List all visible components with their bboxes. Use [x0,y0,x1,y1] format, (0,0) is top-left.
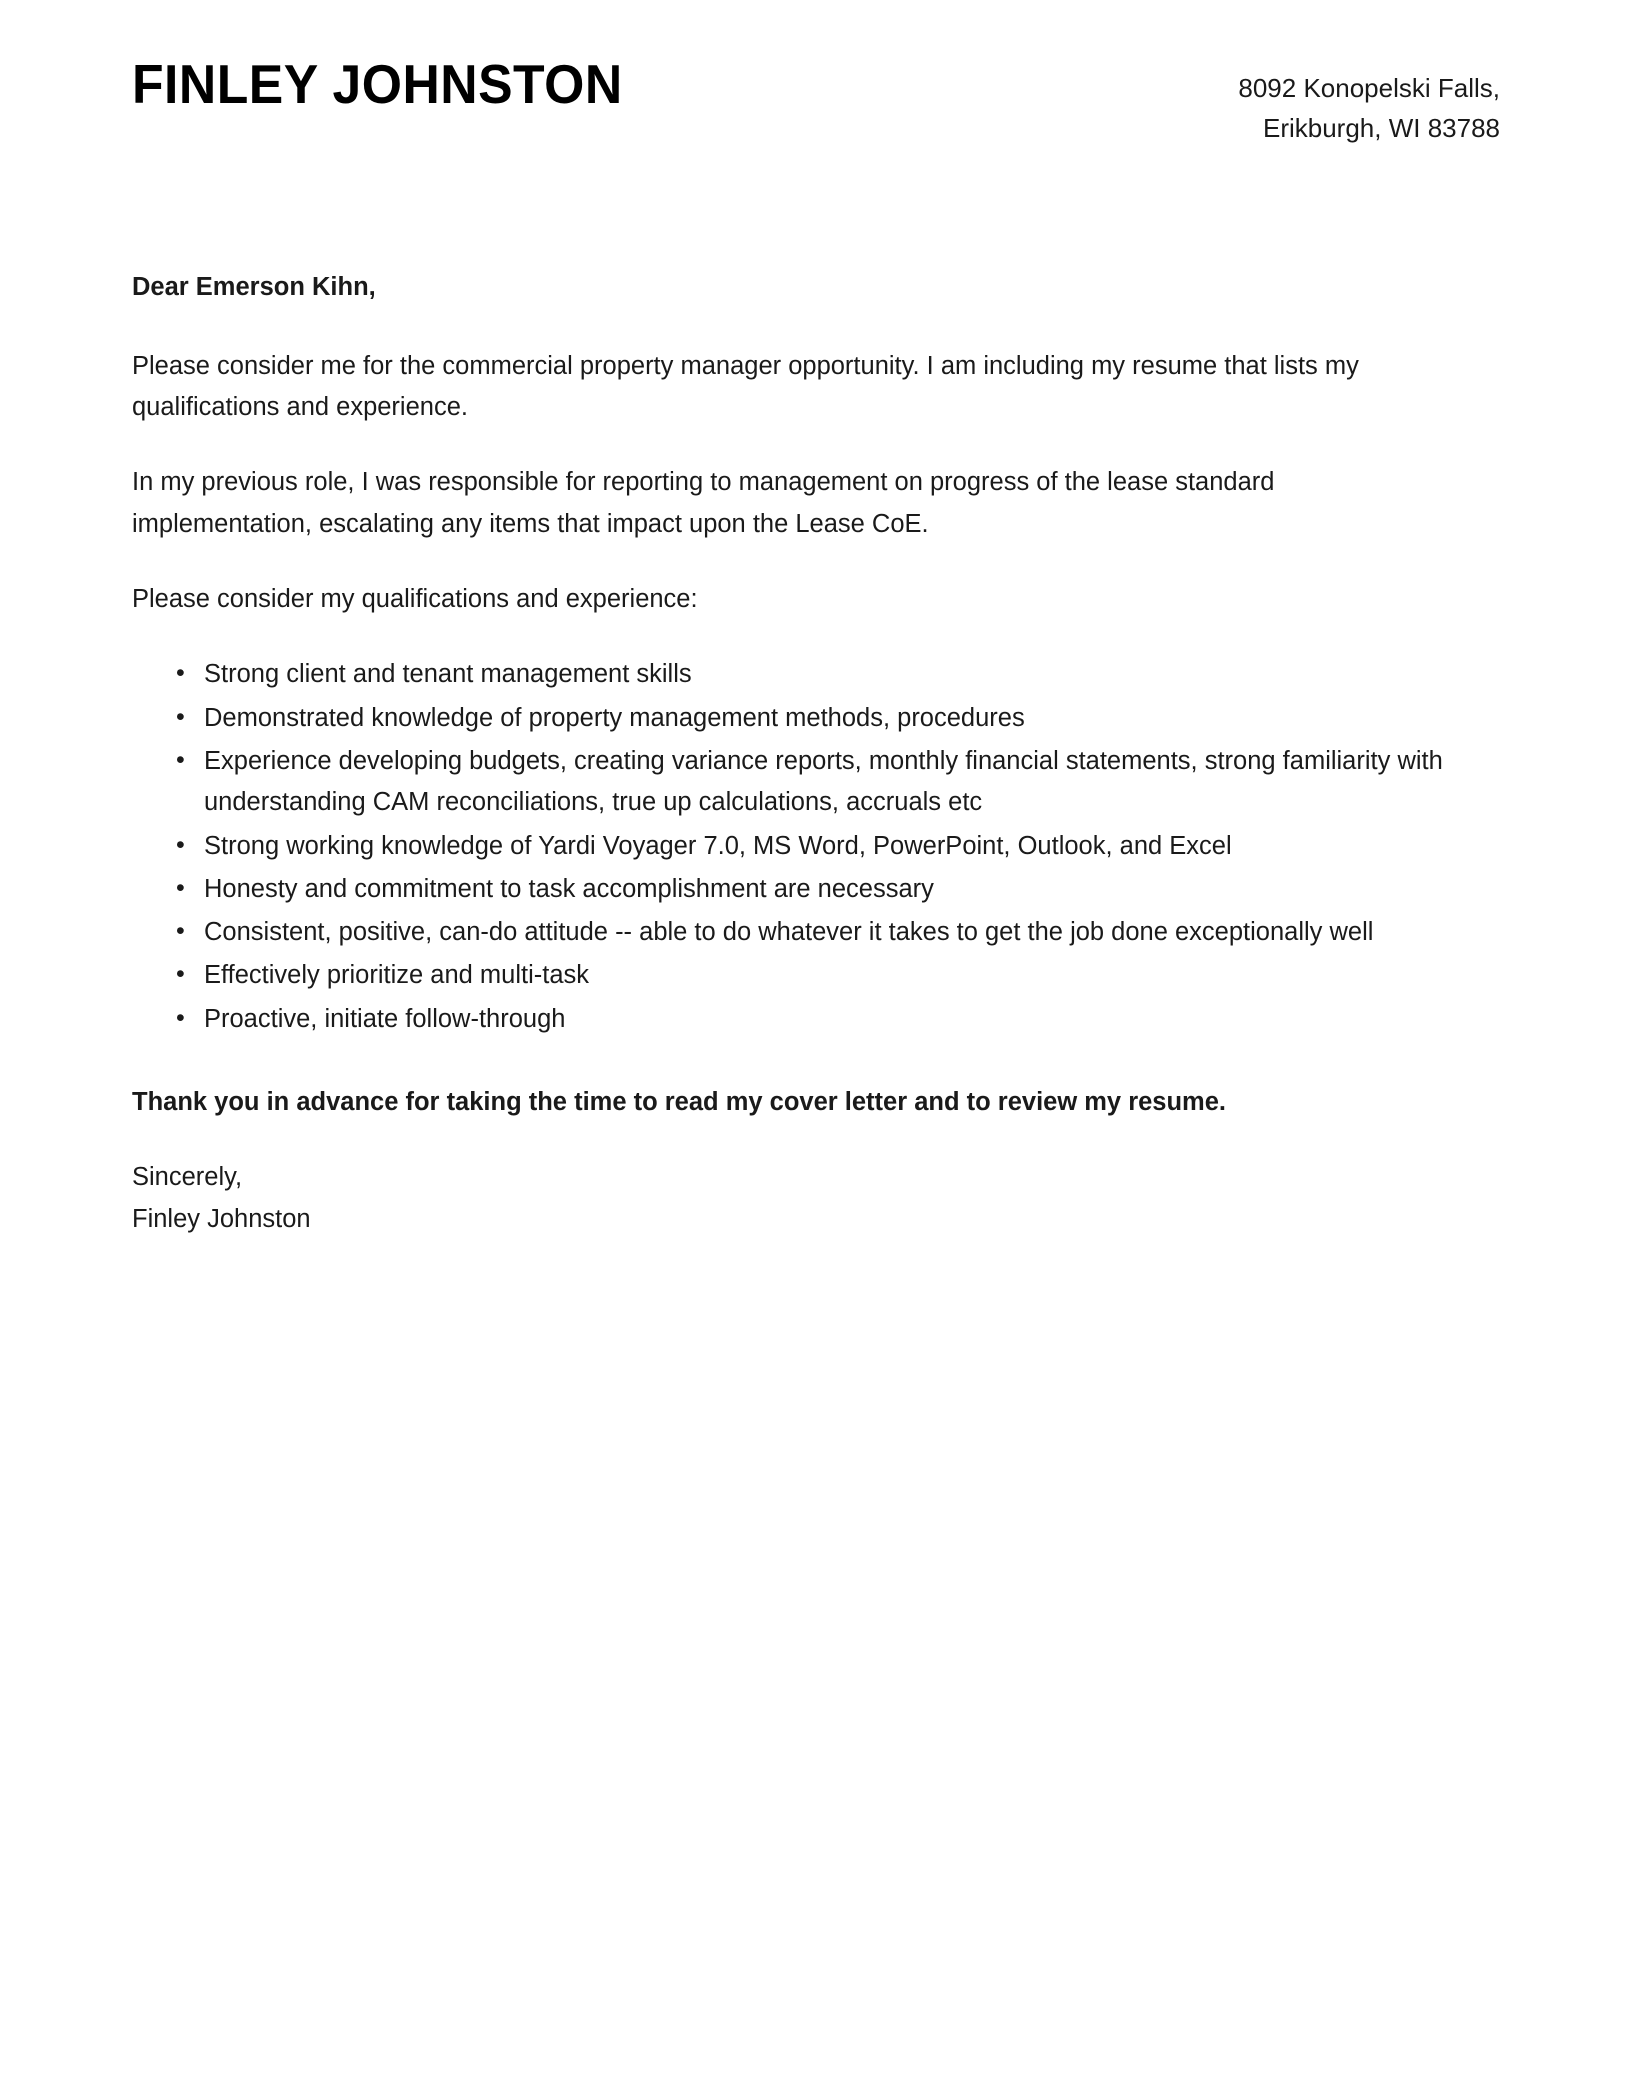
address-line-2: Erikburgh, WI 83788 [1262,113,1500,144]
list-item: • Demonstrated knowledge of property management methods, procedures [172,698,1457,739]
signature-block [132,1157,1457,1240]
signature-name: Finley Johnston [132,1204,311,1233]
body-paragraph-1: Please consider me for the commercial property manager opportunity. I am including my resume that lists my qualifications and experience. [132,351,1359,422]
list-item: • Strong working knowledge of Yardi Voyager 7.0, MS Word, PowerPoint, Outlook, and Excel [172,826,1457,867]
list-item: • Strong client and tenant management skills [172,654,1457,695]
qualifications-list [132,654,1457,1040]
body-paragraph-2: In my previous role, I was responsible for reporting to management on progress of the lease standard implementation, escalating any items that impact upon the Lease CoE. [132,468,1275,538]
list-item: • Proactive, initiate follow-through [172,999,1457,1040]
list-item: • Experience developing budgets, creating variance reports, monthly financial statements, strong familiarity with understanding CAM reconciliations, true up calculations, accruals etc [172,741,1457,824]
qualifications-intro: Please consider my qualifications and experience: [132,585,698,614]
list-item: • Effectively prioritize and multi-task [172,955,1457,996]
closing-statement: Thank you in advance for taking the time to read my cover letter and to review my resume. [132,1088,1226,1117]
address-line-1: 8092 Konopelski Falls, [1238,73,1500,103]
salutation: Dear Emerson Kihn, [132,272,376,301]
applicant-address [1238,56,1500,149]
letter-header [132,53,1500,149]
applicant-name: FINLEY JOHNSTON [132,53,623,115]
list-item: • Honesty and commitment to task accomplishment are necessary [172,869,1457,910]
letter-body [132,267,1457,1240]
list-item: • Consistent, positive, can-do attitude -- able to do whatever it takes to get the job done exceptionally well [172,912,1457,953]
valediction: Sincerely, [132,1163,243,1192]
